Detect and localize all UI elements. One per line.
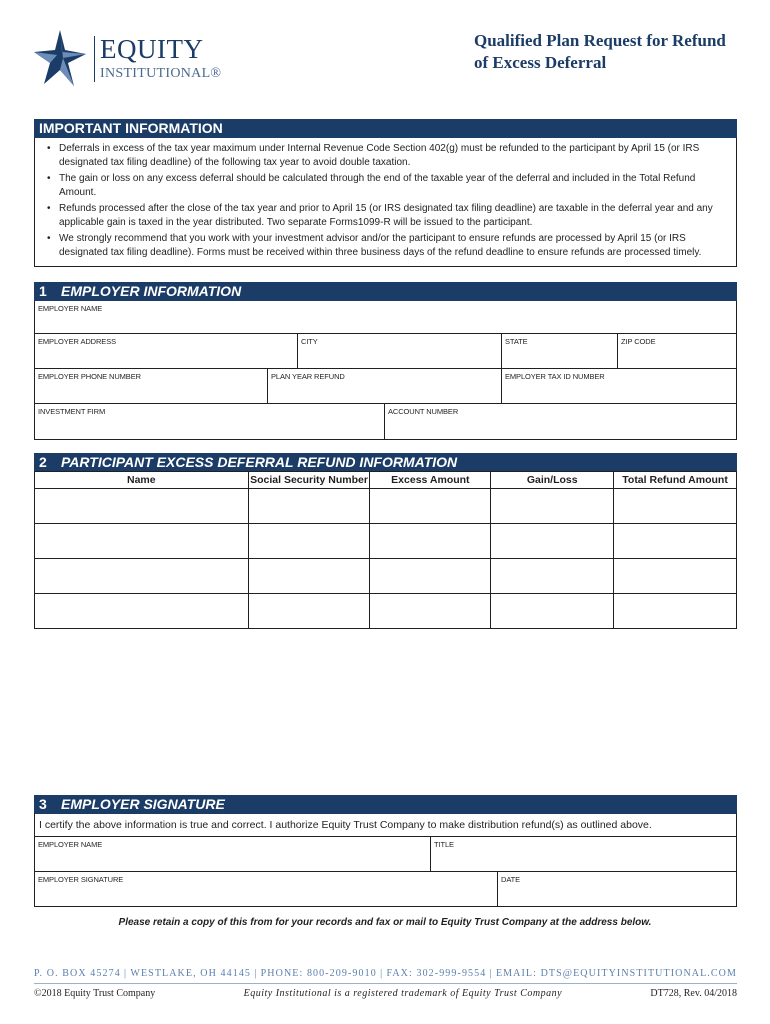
- investment-firm-label: INVESTMENT FIRM: [38, 407, 106, 416]
- table-row: [35, 559, 737, 594]
- total-refund-cell[interactable]: [614, 594, 737, 629]
- equity-institutional-logo: [32, 28, 242, 94]
- account-number-field[interactable]: [385, 404, 736, 439]
- col-gain-loss-header: Gain/Loss: [491, 472, 614, 489]
- logo-word-institutional: INSTITUTIONAL®: [100, 66, 222, 81]
- state-field[interactable]: [502, 334, 618, 369]
- signer-name-label: EMPLOYER NAME: [38, 840, 103, 849]
- ssn-cell[interactable]: [248, 559, 370, 594]
- section3-heading: EMPLOYER SIGNATURE: [61, 796, 225, 812]
- participant-refund-table: [34, 471, 737, 629]
- employer-signature-grid: [34, 837, 737, 907]
- important-info-box: [34, 138, 737, 267]
- ssn-cell[interactable]: [248, 489, 370, 524]
- excess-amount-cell[interactable]: [370, 559, 491, 594]
- excess-amount-cell[interactable]: [370, 489, 491, 524]
- employer-name-field[interactable]: [35, 301, 736, 334]
- gain-loss-cell[interactable]: [491, 559, 614, 594]
- footer-separator: |: [489, 968, 493, 979]
- ssn-cell[interactable]: [248, 524, 370, 559]
- name-cell[interactable]: [35, 489, 249, 524]
- important-bullet: • The gain or loss on any excess deferral should be calculated through the end of the taxable year of the deferral and included in the Total Refund Amount.: [41, 172, 730, 200]
- form-title-line1: Qualified Plan Request for Refund: [474, 31, 726, 50]
- footer-city: WESTLAKE, OH 44145: [130, 968, 252, 979]
- plan-year-refund-field[interactable]: [268, 369, 502, 404]
- footer-rule: [34, 983, 737, 984]
- important-info-heading: IMPORTANT INFORMATION: [39, 120, 223, 136]
- col-name-header: Name: [35, 472, 249, 489]
- section3-header: [34, 795, 737, 814]
- table-row: [35, 524, 737, 559]
- plan-year-refund-label: PLAN YEAR REFUND: [271, 372, 345, 381]
- footer-contact-line: [34, 968, 737, 979]
- footer-fax: FAX: 302-999-9554: [386, 968, 487, 979]
- signature-date-field[interactable]: [498, 872, 736, 906]
- table-header-row: [35, 472, 737, 489]
- employer-address-label: EMPLOYER ADDRESS: [38, 337, 117, 346]
- star-icon: [32, 28, 88, 88]
- signer-title-label: TITLE: [434, 840, 454, 849]
- footer-copyright: ©2018 Equity Trust Company: [34, 988, 156, 999]
- important-info-list: [41, 142, 730, 260]
- section2-number: 2: [39, 454, 47, 470]
- investment-firm-field[interactable]: [35, 404, 385, 439]
- excess-amount-cell[interactable]: [370, 594, 491, 629]
- section2-heading: PARTICIPANT EXCESS DEFERRAL REFUND INFORMATION: [61, 454, 458, 470]
- footer-bottom-line: [34, 988, 737, 999]
- logo-divider: [94, 36, 95, 82]
- form-title-line2: of Excess Deferral: [474, 53, 607, 72]
- gain-loss-cell[interactable]: [491, 594, 614, 629]
- city-field[interactable]: [298, 334, 502, 369]
- employer-signature-label: EMPLOYER SIGNATURE: [38, 875, 124, 884]
- employer-tax-id-label: EMPLOYER TAX ID NUMBER: [505, 372, 605, 381]
- name-cell[interactable]: [35, 594, 249, 629]
- gain-loss-cell[interactable]: [491, 489, 614, 524]
- ssn-cell[interactable]: [248, 594, 370, 629]
- employer-info-grid: [34, 301, 737, 440]
- table-row: [35, 489, 737, 524]
- zip-code-field[interactable]: [618, 334, 736, 369]
- zip-code-label: ZIP CODE: [621, 337, 656, 346]
- footer-separator: |: [254, 968, 258, 979]
- footer-form-id: DT728, Rev. 04/2018: [650, 988, 737, 999]
- account-number-label: ACCOUNT NUMBER: [388, 407, 459, 416]
- section1-header: [34, 282, 737, 301]
- footer-po-box: P. O. BOX 45274: [34, 968, 121, 979]
- footer-email: EMAIL: DTS@EQUITYINSTITUTIONAL.COM: [495, 968, 737, 979]
- signer-title-field[interactable]: [431, 837, 736, 872]
- total-refund-cell[interactable]: [614, 559, 737, 594]
- important-bullet: • Refunds processed after the close of the tax year and prior to April 15 (or IRS designated tax filing deadline) are taxable in the deferral year and any applicable gain is taxed in the year distributed. Two separate Forms1099-R will be issued to the participant.: [41, 202, 730, 230]
- footer-separator: |: [380, 968, 384, 979]
- form-title: [434, 30, 734, 74]
- gain-loss-cell[interactable]: [491, 524, 614, 559]
- important-info-header: [34, 119, 737, 138]
- col-ssn-header: Social Security Number: [248, 472, 370, 489]
- employer-phone-field[interactable]: [35, 369, 268, 404]
- section2-header: [34, 453, 737, 472]
- section1-number: 1: [39, 283, 47, 299]
- city-label: CITY: [301, 337, 318, 346]
- section3-number: 3: [39, 796, 47, 812]
- certification-statement: I certify the above information is true and correct. I authorize Equity Trust Company to make distribution refund(s) as outlined above.: [34, 813, 737, 837]
- employer-tax-id-field[interactable]: [502, 369, 736, 404]
- retain-copy-note: Please retain a copy of this from for your records and fax or mail to Equity Trust Company at the address below.: [118, 917, 652, 928]
- employer-name-label: EMPLOYER NAME: [38, 304, 103, 313]
- table-row: [35, 594, 737, 629]
- section1-heading: EMPLOYER INFORMATION: [61, 283, 242, 299]
- excess-amount-cell[interactable]: [370, 524, 491, 559]
- signature-date-label: DATE: [501, 875, 521, 884]
- name-cell[interactable]: [35, 524, 249, 559]
- important-bullet: • We strongly recommend that you work with your investment advisor and/or the participant to ensure refunds are processed by April 15 (or IRS designated tax filing deadline). Forms must be received within three business days of the refund deadline to ensure refunds are processed timely.: [41, 232, 730, 260]
- employer-phone-label: EMPLOYER PHONE NUMBER: [38, 372, 141, 381]
- logo-word-equity: EQUITY: [100, 34, 204, 64]
- signer-name-field[interactable]: [35, 837, 431, 872]
- footer-separator: |: [124, 968, 128, 979]
- employer-address-field[interactable]: [35, 334, 298, 369]
- footer-trademark: Equity Institutional is a registered trademark of Equity Trust Company: [243, 988, 563, 999]
- state-label: STATE: [505, 337, 528, 346]
- footer-phone: PHONE: 800-209-9010: [260, 968, 377, 979]
- col-excess-amount-header: Excess Amount: [370, 472, 491, 489]
- employer-signature-field[interactable]: [35, 872, 498, 906]
- total-refund-cell[interactable]: [614, 489, 737, 524]
- col-total-refund-header: Total Refund Amount: [614, 472, 737, 489]
- total-refund-cell[interactable]: [614, 524, 737, 559]
- name-cell[interactable]: [35, 559, 249, 594]
- important-bullet: • Deferrals in excess of the tax year maximum under Internal Revenue Code Section 402(g) must be refunded to the participant by April 15 (or IRS designated tax filing deadline) of the following tax year to avoid double taxation.: [41, 142, 730, 170]
